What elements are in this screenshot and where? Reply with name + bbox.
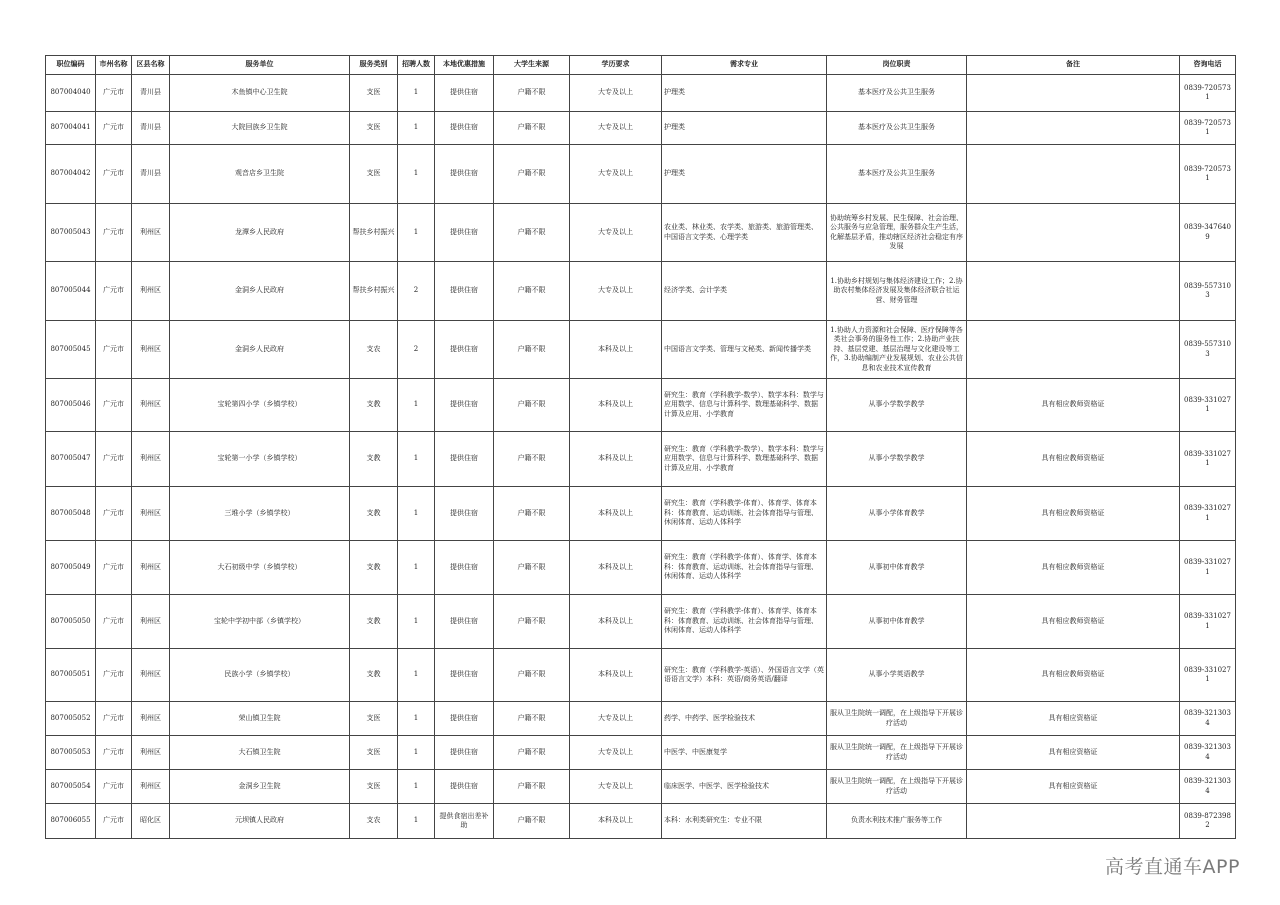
table-cell: 0839-7205731 [1180, 75, 1236, 112]
table-cell: 广元市 [96, 432, 132, 487]
table-cell: 大专及以上 [570, 770, 662, 804]
table-row [46, 262, 1236, 321]
table-cell: 户籍不限 [494, 804, 570, 839]
table-cell: 大专及以上 [570, 204, 662, 262]
table-cell: 0839-7205731 [1180, 112, 1236, 145]
table-cell: 本科及以上 [570, 487, 662, 541]
table-cell: 支医 [350, 75, 398, 112]
table-cell: 青川县 [132, 145, 170, 204]
table-cell: 昭化区 [132, 804, 170, 839]
table-cell: 大石镇卫生院 [170, 736, 350, 770]
table-cell: 2 [398, 321, 435, 379]
table-cell: 民族小学（乡镇学校） [170, 649, 350, 702]
table-cell: 本科及以上 [570, 595, 662, 649]
table-cell: 研究生：教育（学科教学-数学）、数学本科：数学与应用数学、信息与计算科学、数理基础科学、数据计算及应用、小学教育 [662, 432, 827, 487]
table-cell: 广元市 [96, 736, 132, 770]
table-cell [967, 145, 1180, 204]
table-cell: 1 [398, 804, 435, 839]
table-cell: 支教 [350, 649, 398, 702]
table-cell: 1 [398, 770, 435, 804]
table-cell: 木鱼镇中心卫生院 [170, 75, 350, 112]
table-cell: 户籍不限 [494, 487, 570, 541]
table-cell: 户籍不限 [494, 204, 570, 262]
table-cell: 基本医疗及公共卫生服务 [827, 75, 967, 112]
table-cell: 支农 [350, 321, 398, 379]
table-cell: 广元市 [96, 321, 132, 379]
table-cell: 荣山镇卫生院 [170, 702, 350, 736]
table-cell: 龙潭乡人民政府 [170, 204, 350, 262]
table-cell [967, 321, 1180, 379]
table-cell: 从事初中体育教学 [827, 595, 967, 649]
table-cell: 0839-3310271 [1180, 487, 1236, 541]
column-header: 本地优惠措施 [435, 56, 494, 75]
table-cell: 807005052 [46, 702, 96, 736]
table-cell: 广元市 [96, 702, 132, 736]
table-cell: 支教 [350, 541, 398, 595]
table-cell: 户籍不限 [494, 75, 570, 112]
table-cell: 户籍不限 [494, 649, 570, 702]
table-cell: 1 [398, 75, 435, 112]
table-cell: 0839-5573103 [1180, 262, 1236, 321]
table-cell: 研究生：教育（学科教学-数学）、数学本科：数学与应用数学、信息与计算科学、数理基础科学、数据计算及应用、小学教育 [662, 379, 827, 432]
table-cell: 大专及以上 [570, 75, 662, 112]
table-cell: 提供住宿 [435, 145, 494, 204]
table-cell: 大专及以上 [570, 702, 662, 736]
table-row [46, 736, 1236, 770]
table-cell: 广元市 [96, 262, 132, 321]
table-cell: 提供住宿 [435, 432, 494, 487]
table-cell: 具有相应教师资格证 [967, 541, 1180, 595]
table-cell: 0839-3310271 [1180, 649, 1236, 702]
table-cell: 经济学类、会计学类 [662, 262, 827, 321]
table-cell: 利州区 [132, 321, 170, 379]
table-cell: 广元市 [96, 649, 132, 702]
table-cell: 元坝镇人民政府 [170, 804, 350, 839]
table-cell: 具有相应教师资格证 [967, 649, 1180, 702]
table-cell: 提供住宿 [435, 649, 494, 702]
recruitment-table [45, 55, 1236, 839]
table-cell: 大院回族乡卫生院 [170, 112, 350, 145]
table-cell: 广元市 [96, 112, 132, 145]
table-cell: 基本医疗及公共卫生服务 [827, 112, 967, 145]
table-cell: 药学、中药学、医学检验技术 [662, 702, 827, 736]
table-cell: 户籍不限 [494, 321, 570, 379]
table-cell: 提供住宿 [435, 75, 494, 112]
table-cell: 具有相应教师资格证 [967, 487, 1180, 541]
table-cell: 从事初中体育教学 [827, 541, 967, 595]
table-cell: 宝轮第四小学（乡镇学校） [170, 379, 350, 432]
table-cell: 提供住宿 [435, 321, 494, 379]
table-cell: 户籍不限 [494, 702, 570, 736]
table-cell: 户籍不限 [494, 145, 570, 204]
table-cell: 0839-3310271 [1180, 432, 1236, 487]
table-cell: 1 [398, 595, 435, 649]
table-cell: 研究生：教育（学科教学-英语）、外国语言文学（英语语言文学）本科：英语/商务英语/翻译 [662, 649, 827, 702]
table-row [46, 770, 1236, 804]
table-cell: 农业类、林业类、农学类、旅游类、旅游管理类、中国语言文学类、心理学类 [662, 204, 827, 262]
table-cell: 提供住宿 [435, 487, 494, 541]
table-cell [967, 204, 1180, 262]
table-cell: 青川县 [132, 75, 170, 112]
table-cell: 807005044 [46, 262, 96, 321]
table-cell [967, 804, 1180, 839]
table-cell: 户籍不限 [494, 736, 570, 770]
table-cell: 协助统筹乡村发展、民生保障、社会治理、公共服务与应急管理，服务群众生产生活，化解基层矛盾，推动辖区经济社会稳定有序发展 [827, 204, 967, 262]
table-cell: 提供食宿出差补助 [435, 804, 494, 839]
table-cell: 宝轮第一小学（乡镇学校） [170, 432, 350, 487]
table-cell: 1 [398, 112, 435, 145]
table-cell: 支医 [350, 770, 398, 804]
table-cell: 提供住宿 [435, 262, 494, 321]
column-header: 区县名称 [132, 56, 170, 75]
table-cell: 1 [398, 204, 435, 262]
table-row [46, 432, 1236, 487]
table-cell: 从事小学数学教学 [827, 432, 967, 487]
table-cell: 1.协助人力资源和社会保障、医疗保障等各类社会事务的服务性工作；2.协助产业扶持、基层党建、基层治理与文化建设等工作，3.协助编制产业发展规划、农业公共信息和农业技术宣传教育 [827, 321, 967, 379]
table-cell: 807004041 [46, 112, 96, 145]
table-cell: 807005046 [46, 379, 96, 432]
table-cell: 广元市 [96, 487, 132, 541]
table-cell: 帮扶乡村振兴 [350, 204, 398, 262]
table-cell: 1 [398, 541, 435, 595]
table-row [46, 649, 1236, 702]
table-cell: 大石初级中学（乡镇学校） [170, 541, 350, 595]
table-row [46, 487, 1236, 541]
table-cell: 0839-3310271 [1180, 379, 1236, 432]
table-cell: 1 [398, 702, 435, 736]
table-cell: 本科：水利类研究生：专业不限 [662, 804, 827, 839]
table-cell: 807005050 [46, 595, 96, 649]
table-cell: 服从卫生院统一调配，在上级指导下开展诊疗活动 [827, 702, 967, 736]
table-cell: 研究生：教育（学科教学-体育）、体育学、体育本科：体育教育、运动训练、社会体育指导与管理、休闲体育、运动人体科学 [662, 541, 827, 595]
table-cell: 户籍不限 [494, 112, 570, 145]
table-cell: 金洞乡人民政府 [170, 321, 350, 379]
column-header: 咨询电话 [1180, 56, 1236, 75]
table-cell: 1 [398, 487, 435, 541]
table-row [46, 112, 1236, 145]
table-cell: 利州区 [132, 736, 170, 770]
table-cell: 户籍不限 [494, 595, 570, 649]
table-cell: 提供住宿 [435, 736, 494, 770]
table-cell: 807005053 [46, 736, 96, 770]
table-cell: 支教 [350, 487, 398, 541]
table-cell: 本科及以上 [570, 321, 662, 379]
table-cell: 利州区 [132, 595, 170, 649]
column-header: 市州名称 [96, 56, 132, 75]
table-cell [967, 262, 1180, 321]
table-cell: 1 [398, 379, 435, 432]
table-cell: 0839-7205731 [1180, 145, 1236, 204]
table-cell: 三堆小学（乡镇学校） [170, 487, 350, 541]
column-header: 服务单位 [170, 56, 350, 75]
table-cell: 广元市 [96, 541, 132, 595]
table-cell: 807006055 [46, 804, 96, 839]
table-cell: 利州区 [132, 204, 170, 262]
table-cell: 支医 [350, 702, 398, 736]
table-cell: 利州区 [132, 541, 170, 595]
table-cell: 0839-3476409 [1180, 204, 1236, 262]
table-cell: 1 [398, 649, 435, 702]
table-body [46, 75, 1236, 839]
table-cell: 大专及以上 [570, 736, 662, 770]
table-cell: 广元市 [96, 595, 132, 649]
table-cell: 具有相应教师资格证 [967, 432, 1180, 487]
table-row [46, 804, 1236, 839]
table-cell: 1.协助乡村规划与集体经济建设工作；2.协助农村集体经济发展及集体经济联合社运营、财务管理 [827, 262, 967, 321]
table-row [46, 145, 1236, 204]
table-cell: 广元市 [96, 75, 132, 112]
table-cell: 广元市 [96, 804, 132, 839]
table-cell: 护理类 [662, 75, 827, 112]
table-cell: 基本医疗及公共卫生服务 [827, 145, 967, 204]
table-cell: 807005049 [46, 541, 96, 595]
table-cell: 支教 [350, 595, 398, 649]
table-cell: 护理类 [662, 145, 827, 204]
table-cell: 提供住宿 [435, 595, 494, 649]
table-cell: 户籍不限 [494, 770, 570, 804]
table-cell: 支医 [350, 112, 398, 145]
table-cell: 利州区 [132, 770, 170, 804]
table-cell: 具有相应教师资格证 [967, 595, 1180, 649]
table-cell: 金洞乡人民政府 [170, 262, 350, 321]
table-cell: 从事小学体育教学 [827, 487, 967, 541]
table-cell: 提供住宿 [435, 770, 494, 804]
table-cell: 服从卫生院统一调配，在上级指导下开展诊疗活动 [827, 736, 967, 770]
table-row [46, 321, 1236, 379]
table-cell: 利州区 [132, 379, 170, 432]
table-cell: 807005043 [46, 204, 96, 262]
table-cell: 大专及以上 [570, 262, 662, 321]
table-header-row [46, 56, 1236, 75]
table-cell: 1 [398, 145, 435, 204]
table-cell: 2 [398, 262, 435, 321]
table-cell: 大专及以上 [570, 112, 662, 145]
table-cell: 807004040 [46, 75, 96, 112]
table-cell: 支教 [350, 379, 398, 432]
table-cell: 1 [398, 736, 435, 770]
table-cell: 金洞乡卫生院 [170, 770, 350, 804]
table-cell: 广元市 [96, 770, 132, 804]
table-cell: 1 [398, 432, 435, 487]
table-cell: 0839-5573103 [1180, 321, 1236, 379]
table-cell: 807005045 [46, 321, 96, 379]
table-cell: 提供住宿 [435, 379, 494, 432]
table-cell: 807005048 [46, 487, 96, 541]
column-header: 备注 [967, 56, 1180, 75]
table-row [46, 595, 1236, 649]
table-cell: 提供住宿 [435, 112, 494, 145]
table-cell: 大专及以上 [570, 145, 662, 204]
table-cell: 护理类 [662, 112, 827, 145]
table-cell: 提供住宿 [435, 702, 494, 736]
column-header: 岗位职责 [827, 56, 967, 75]
table-cell: 宝轮中学初中部（乡镇学校） [170, 595, 350, 649]
table-cell: 户籍不限 [494, 541, 570, 595]
table-cell: 支医 [350, 736, 398, 770]
table-cell: 利州区 [132, 649, 170, 702]
table-cell: 利州区 [132, 702, 170, 736]
table-cell: 利州区 [132, 487, 170, 541]
table-cell: 利州区 [132, 432, 170, 487]
table-cell: 807004042 [46, 145, 96, 204]
table-cell: 负责水利技术推广服务等工作 [827, 804, 967, 839]
table-cell: 本科及以上 [570, 379, 662, 432]
table-cell: 具有相应教师资格证 [967, 379, 1180, 432]
table-row [46, 75, 1236, 112]
table-cell: 中国语言文学类、管理与文秘类、新闻传播学类 [662, 321, 827, 379]
table-cell: 0839-3213034 [1180, 770, 1236, 804]
table-cell: 从事小学英语教学 [827, 649, 967, 702]
table-cell: 帮扶乡村振兴 [350, 262, 398, 321]
watermark-text: 高考直通车APP [1105, 856, 1240, 878]
table-cell: 广元市 [96, 379, 132, 432]
table-cell: 青川县 [132, 112, 170, 145]
column-header: 招聘人数 [398, 56, 435, 75]
table-cell: 服从卫生院统一调配，在上级指导下开展诊疗活动 [827, 770, 967, 804]
table-cell: 提供住宿 [435, 541, 494, 595]
table-cell: 0839-3310271 [1180, 541, 1236, 595]
table-row [46, 204, 1236, 262]
table-cell: 0839-3213034 [1180, 702, 1236, 736]
table-cell: 本科及以上 [570, 432, 662, 487]
table-cell: 提供住宿 [435, 204, 494, 262]
table-cell: 本科及以上 [570, 649, 662, 702]
table-cell: 本科及以上 [570, 541, 662, 595]
table-cell [967, 75, 1180, 112]
table-row [46, 541, 1236, 595]
table-cell: 户籍不限 [494, 432, 570, 487]
table-cell: 研究生：教育（学科教学-体育）、体育学、体育本科：体育教育、运动训练、社会体育指导与管理、休闲体育、运动人体科学 [662, 487, 827, 541]
table-cell: 研究生：教育（学科教学-体育）、体育学、体育本科：体育教育、运动训练、社会体育指导与管理、休闲体育、运动人体科学 [662, 595, 827, 649]
table-cell: 观音店乡卫生院 [170, 145, 350, 204]
table-cell: 中医学、中医康复学 [662, 736, 827, 770]
table-row [46, 379, 1236, 432]
table-cell: 支教 [350, 432, 398, 487]
column-header: 职位编码 [46, 56, 96, 75]
column-header: 服务类别 [350, 56, 398, 75]
table-cell: 具有相应资格证 [967, 702, 1180, 736]
table-cell: 支农 [350, 804, 398, 839]
column-header: 学历要求 [570, 56, 662, 75]
table-cell: 广元市 [96, 145, 132, 204]
table-cell: 具有相应资格证 [967, 770, 1180, 804]
table-cell: 户籍不限 [494, 262, 570, 321]
table-cell: 利州区 [132, 262, 170, 321]
table-cell: 具有相应资格证 [967, 736, 1180, 770]
table-cell: 0839-8723982 [1180, 804, 1236, 839]
table-row [46, 702, 1236, 736]
table-cell: 广元市 [96, 204, 132, 262]
table-cell: 户籍不限 [494, 379, 570, 432]
table-cell: 本科及以上 [570, 804, 662, 839]
table-cell [967, 112, 1180, 145]
table-cell: 支医 [350, 145, 398, 204]
table-cell: 从事小学数学教学 [827, 379, 967, 432]
column-header: 大学生来源 [494, 56, 570, 75]
table-cell: 807005054 [46, 770, 96, 804]
column-header: 需求专业 [662, 56, 827, 75]
table-cell: 0839-3213034 [1180, 736, 1236, 770]
table-cell: 0839-3310271 [1180, 595, 1236, 649]
table-cell: 807005047 [46, 432, 96, 487]
table-cell: 临床医学、中医学、医学检验技术 [662, 770, 827, 804]
table-cell: 807005051 [46, 649, 96, 702]
